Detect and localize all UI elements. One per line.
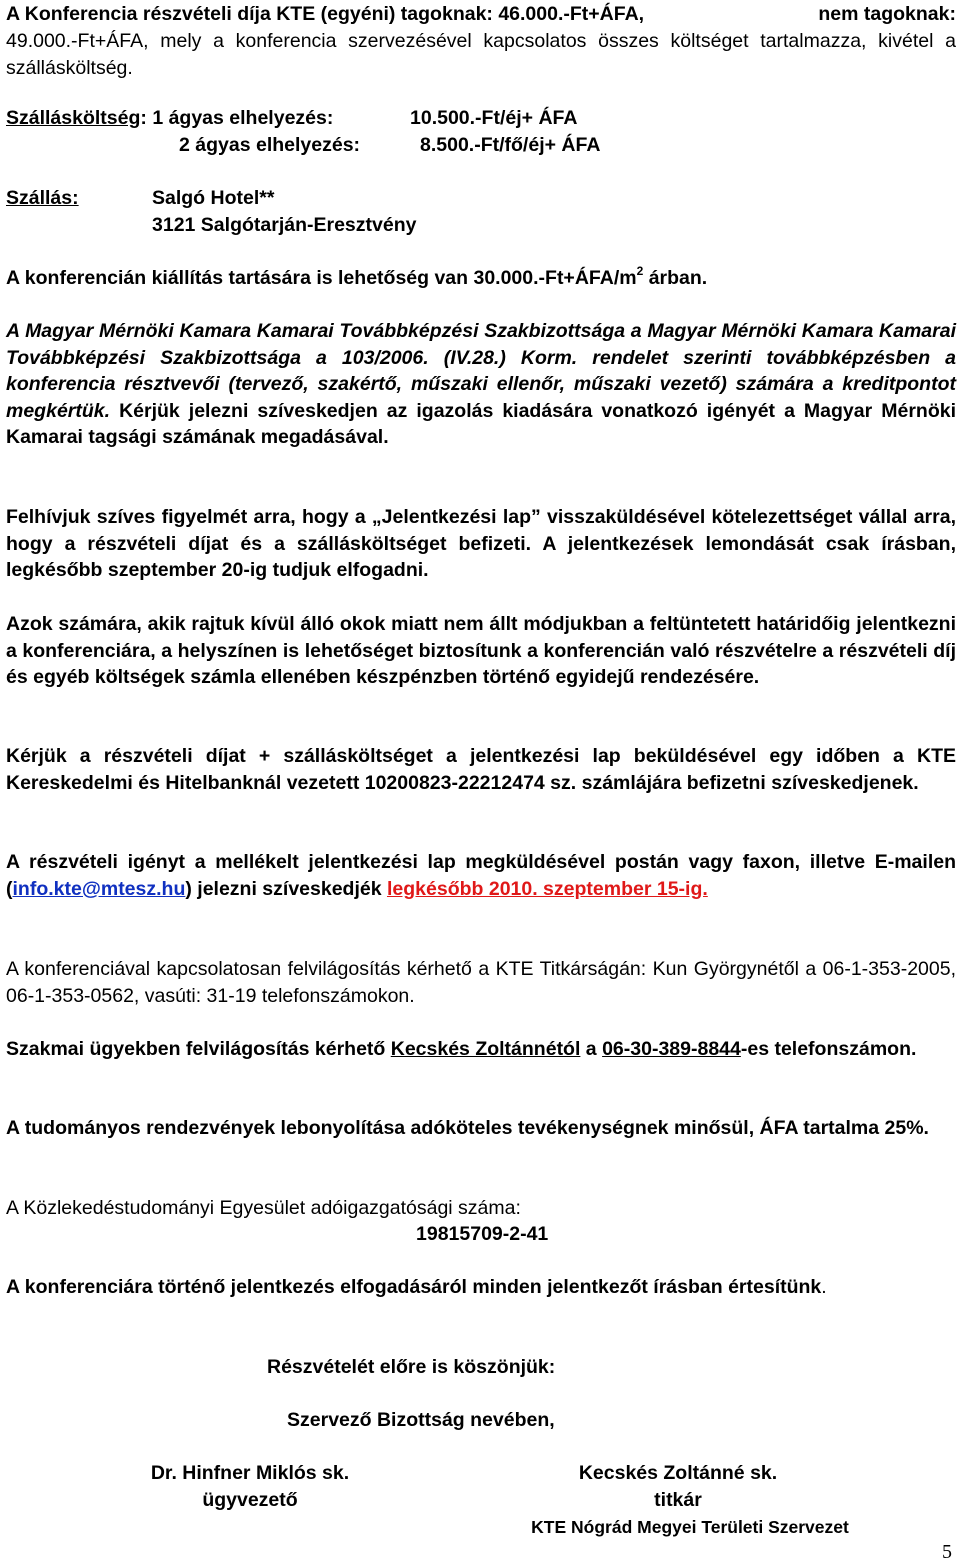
exhibition-main: A konferencián kiállítás tartására is lehetőség van 30.000.-Ft+ÁFA/m — [6, 267, 637, 289]
registration-deadline: legkésőbb 2010. szeptember 15-ig. — [386, 877, 708, 900]
professional-mid: a — [580, 1038, 603, 1060]
email-link[interactable]: info.kte@mtesz.hu — [12, 877, 186, 900]
professional-person: Kecskés Zoltánnétól — [390, 1038, 581, 1060]
exhibition-sup: 2 — [636, 263, 644, 278]
tax-label: A Közlekedéstudományi Egyesület adóigazgatósági száma: — [6, 1197, 521, 1219]
signature-left-name: Dr. Hinfner Miklós sk. — [150, 1462, 350, 1484]
chamber-bold: Kérjük jelezni szíveskedjen az igazolás kiadására vonatkozó igényét a Magyar Mérnöki Kamarai tagsági számának megadásával. — [6, 399, 956, 448]
lodging-label: Szállás: — [6, 187, 79, 209]
fee-line-2: 49.000.-Ft+ÁFA, mely a konferencia szervezésével kapcsolatos összes költséget tartalmazza, kivétel a szállásköltség. — [6, 30, 956, 79]
tax-number: 19815709-2-41 — [416, 1223, 549, 1245]
payment-paragraph: Kérjük a részvételi díjat + szállásköltséget a jelentkezési lap beküldésével egy időben a KTE Kereskedelmi és Hitelbanknál vezetett 10200823-22212474 sz. számlájára befizetni szíveskedjenek. — [6, 745, 956, 794]
thanks-line: Részvételét előre is köszönjük: — [267, 1356, 556, 1378]
signature-org: KTE Nógrád Megyei Területi Szervezet — [531, 1517, 849, 1537]
signature-right-name: Kecskés Zoltánné sk. — [578, 1462, 778, 1484]
registration-after: ) jelezni szíveskedjék — [185, 877, 387, 900]
info-paragraph: A konferenciával kapcsolatosan felvilágosítás kérhető a KTE Titkárságán: Kun Györgynétől a 06-1-353-2005, 06-1-353-0562, vasúti: 31-19 telefonszámokon. — [6, 958, 956, 1007]
accommodation-cost-price-2: 8.500.-Ft/fő/éj+ ÁFA — [420, 134, 601, 156]
onsite-paragraph: Azok számára, akik rajtuk kívül álló okok miatt nem állt módjukban a feltüntetett határidőig jelentkezni a konferenciára, a helyszínen is lehetőséget biztosítunk a konferencián való részvételre a részvételi díj és egyéb költségek számla ellenében készpénzben történő egyidejű rendezésére. — [6, 613, 956, 688]
accommodation-cost-row-1 — [6, 105, 333, 132]
accommodation-cost-label: Szállásköltség — [6, 107, 141, 129]
accommodation-cost-desc-2: 2 ágyas elhelyezés: — [179, 134, 361, 156]
registration-paragraph — [6, 849, 956, 902]
exhibition-text — [6, 265, 707, 292]
professional-before: Szakmai ügyekben felvilágosítás kérhető — [6, 1038, 391, 1060]
page-number: 5 — [942, 1541, 952, 1563]
fee-line-1: A Konferencia részvételi díja KTE (egyéni) tagoknak: 46.000.-Ft+ÁFA, — [6, 3, 645, 25]
professional-after: -es telefonszámon. — [740, 1038, 917, 1060]
fee-paragraph-cont — [6, 28, 956, 81]
accommodation-cost-desc-1: : 1 ágyas elhelyezés: — [140, 107, 334, 129]
committee-line: Szervező Bizottság nevében, — [287, 1409, 555, 1431]
chamber-italic: A Magyar Mérnöki Kamara Kamarai Továbbképzési Szakbizottsága a Magyar Mérnöki Kamara Kamarai Továbbképzési Szakbizottsága a 103/2006. (IV.28.) Korm. rendelet szerinti továbbképzésben a konferencia résztvevői (tervező, szakértő, műszaki ellenőr, műszaki vezető) számára a kreditpontot megkértük. — [6, 320, 956, 422]
notice-paragraph: Felhívjuk szíves figyelmét arra, hogy a „Jelentkezési lap” visszaküldésével kötelezettséget vállal arra, hogy a részvételi díjat és a szállásköltséget befizeti. A jelentkezések lemondását csak írásban, legkésőbb szeptember 20-ig tudjuk elfogadni. — [6, 506, 956, 581]
signature-left-title: ügyvezető — [202, 1489, 298, 1511]
confirmation-tail: . — [821, 1276, 827, 1298]
professional-phone: 06-30-389-8844 — [602, 1038, 741, 1060]
accommodation-cost-price-1: 10.500.-Ft/éj+ ÁFA — [410, 107, 578, 129]
professional-paragraph — [6, 1036, 956, 1063]
confirmation-paragraph — [6, 1274, 956, 1301]
fee-paragraph — [6, 1, 956, 28]
lodging-address: 3121 Salgótarján-Eresztvény — [152, 214, 417, 236]
chamber-paragraph — [6, 318, 956, 451]
signature-right-title: titkár — [654, 1489, 702, 1511]
registration-before: A részvételi igényt a mellékelt jelentkezési lap megküldésével postán vagy faxon, illetve E-mailen ( — [6, 851, 956, 900]
confirmation-bold: A konferenciára történő jelentkezés elfogadásáról minden jelentkezőt írásban értesítünk — [6, 1276, 822, 1298]
vat-paragraph: A tudományos rendezvények lebonyolítása adóköteles tevékenységnek minősül, ÁFA tartalma 25%. — [6, 1117, 929, 1139]
exhibition-tail: árban. — [643, 267, 708, 289]
lodging-hotel: Salgó Hotel** — [152, 187, 275, 209]
fee-line-1b: nem tagoknak: — [818, 3, 956, 25]
